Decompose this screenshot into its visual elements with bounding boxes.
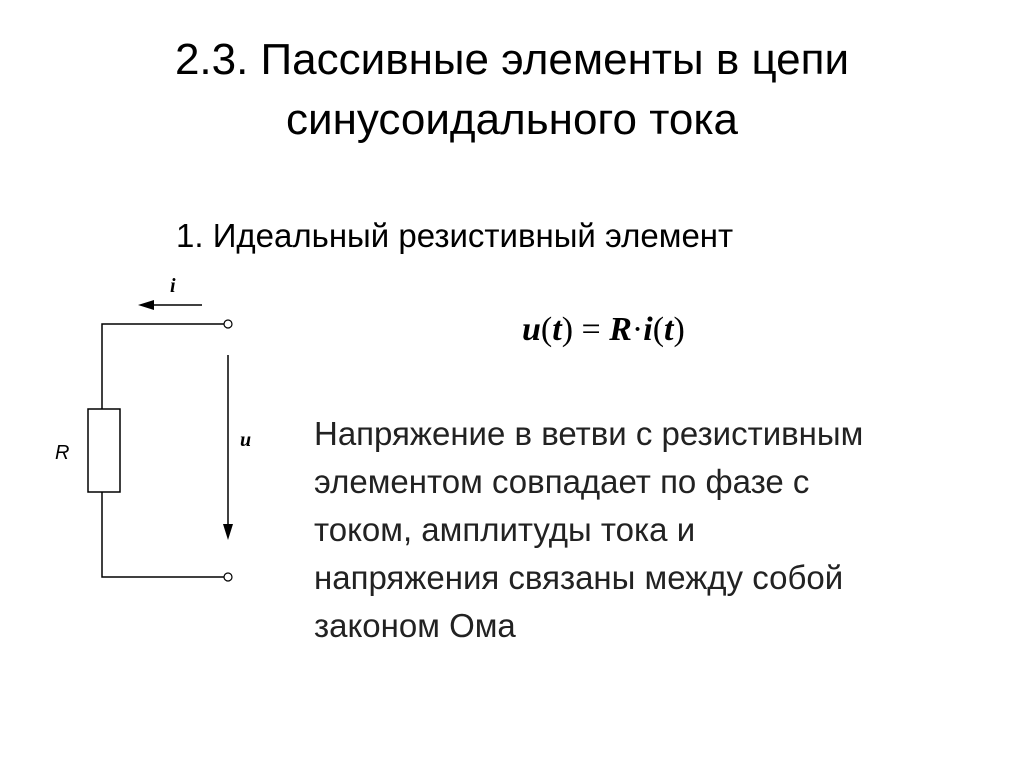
formula-i: i (643, 311, 653, 348)
description-line-5: законом Ома (314, 607, 516, 644)
current-arrow-head (138, 300, 154, 310)
description-line-2: элементом совпадает по фазе с (314, 463, 810, 500)
top-terminal (224, 320, 232, 328)
formula-t-1: t (552, 311, 562, 348)
bottom-terminal (224, 573, 232, 581)
description-line-1: Напряжение в ветви с резистивным (314, 415, 864, 452)
formula-lparen-1: ( (540, 311, 553, 348)
description-line-3: током, амплитуды тока и (314, 511, 696, 548)
section-heading: 1. Идеальный резистивный элемент (176, 217, 734, 254)
formula-dot: · (631, 311, 644, 348)
formula-rparen-1: ) (561, 311, 574, 348)
formula-rparen-2: ) (673, 311, 685, 348)
bottom-wire (102, 492, 224, 577)
top-wire (102, 324, 224, 409)
description-text (314, 410, 1014, 650)
title-line-1: 2.3. Пассивные элементы в цепи (174, 35, 850, 84)
voltage-label: u (240, 429, 252, 451)
formula-lparen-2: ( (652, 311, 665, 348)
description-line-4: напряжения связаны между собой (314, 559, 844, 596)
formula-u: u (522, 311, 541, 348)
formula-equals: = (581, 311, 601, 348)
voltage-arrow-head (223, 524, 233, 540)
title-line-2: синусоидального тока (285, 95, 739, 144)
formula-R: R (609, 311, 632, 348)
resistor-label: R (55, 442, 70, 464)
current-label: i (170, 275, 176, 297)
resistor (88, 409, 120, 492)
ohms-law-formula (522, 308, 685, 352)
formula-t-2: t (664, 311, 674, 348)
